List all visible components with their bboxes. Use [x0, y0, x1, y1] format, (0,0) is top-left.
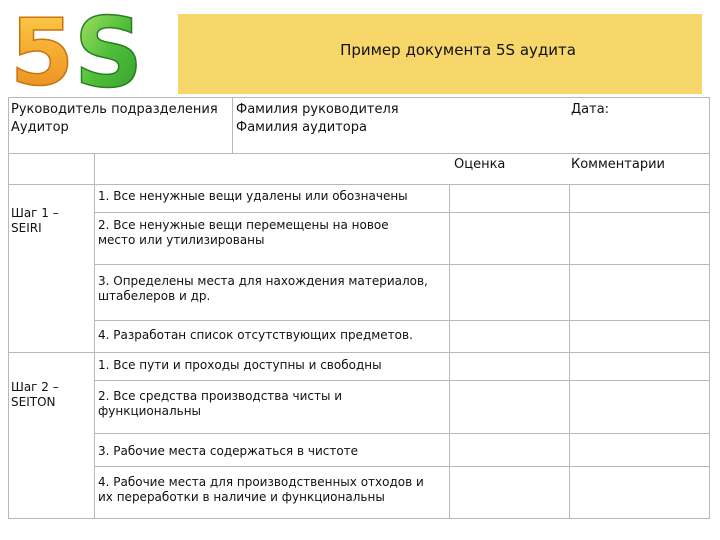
comments-column-header: Комментарии: [571, 157, 665, 172]
step-1-item-1: 1. Все ненужные вещи удалены или обозначены: [98, 189, 408, 203]
grid-line: [94, 320, 710, 321]
grid-line: [709, 97, 710, 519]
head-name-label: Фамилия руководителя: [236, 102, 399, 117]
logo-five: 5: [10, 6, 75, 92]
document-title: Пример документа 5S аудита: [340, 41, 576, 59]
grid-line: [8, 184, 710, 185]
auditor-label: Аудитор: [11, 120, 69, 135]
step-1-item-3: 3. Определены места для нахождения материалов, штабелеров и др.: [98, 274, 428, 303]
grid-line: [94, 153, 95, 519]
step-2-name: Шаг 2 – SEITON: [11, 380, 59, 409]
step-2-item-3: 3. Рабочие места содержаться в чистоте: [98, 444, 359, 458]
grid-line: [8, 518, 710, 519]
grid-line: [94, 264, 710, 265]
grid-line: [8, 153, 710, 154]
score-column-header: Оценка: [454, 157, 506, 172]
grid-line: [8, 97, 710, 98]
date-label: Дата:: [571, 102, 610, 117]
grid-line: [449, 184, 450, 519]
grid-line: [94, 212, 710, 213]
grid-line: [94, 466, 710, 467]
step-2-item-1: 1. Все пути и проходы доступны и свободны: [98, 358, 382, 372]
dept-head-label: Руководитель подразделения: [11, 102, 218, 117]
grid-line: [569, 184, 570, 519]
grid-line: [94, 433, 710, 434]
grid-line: [8, 97, 9, 519]
step-2-item-4: 4. Рабочие места для производственных отходов и их переработки в наличие и функциональны: [98, 475, 424, 504]
grid-line: [94, 380, 710, 381]
grid-line: [232, 97, 233, 153]
step-2-item-2: 2. Все средства производства чисты и функциональны: [98, 389, 343, 418]
step-1-name: Шаг 1 – SEIRI: [11, 206, 59, 235]
logo-s: S: [74, 6, 144, 92]
step-1-item-4: 4. Разработан список отсутствующих предметов.: [98, 328, 413, 342]
grid-line: [8, 352, 710, 353]
auditor-name-label: Фамилия аудитора: [236, 120, 367, 135]
step-1-item-2: 2. Все ненужные вещи перемещены на новое место или утилизированы: [98, 218, 389, 247]
